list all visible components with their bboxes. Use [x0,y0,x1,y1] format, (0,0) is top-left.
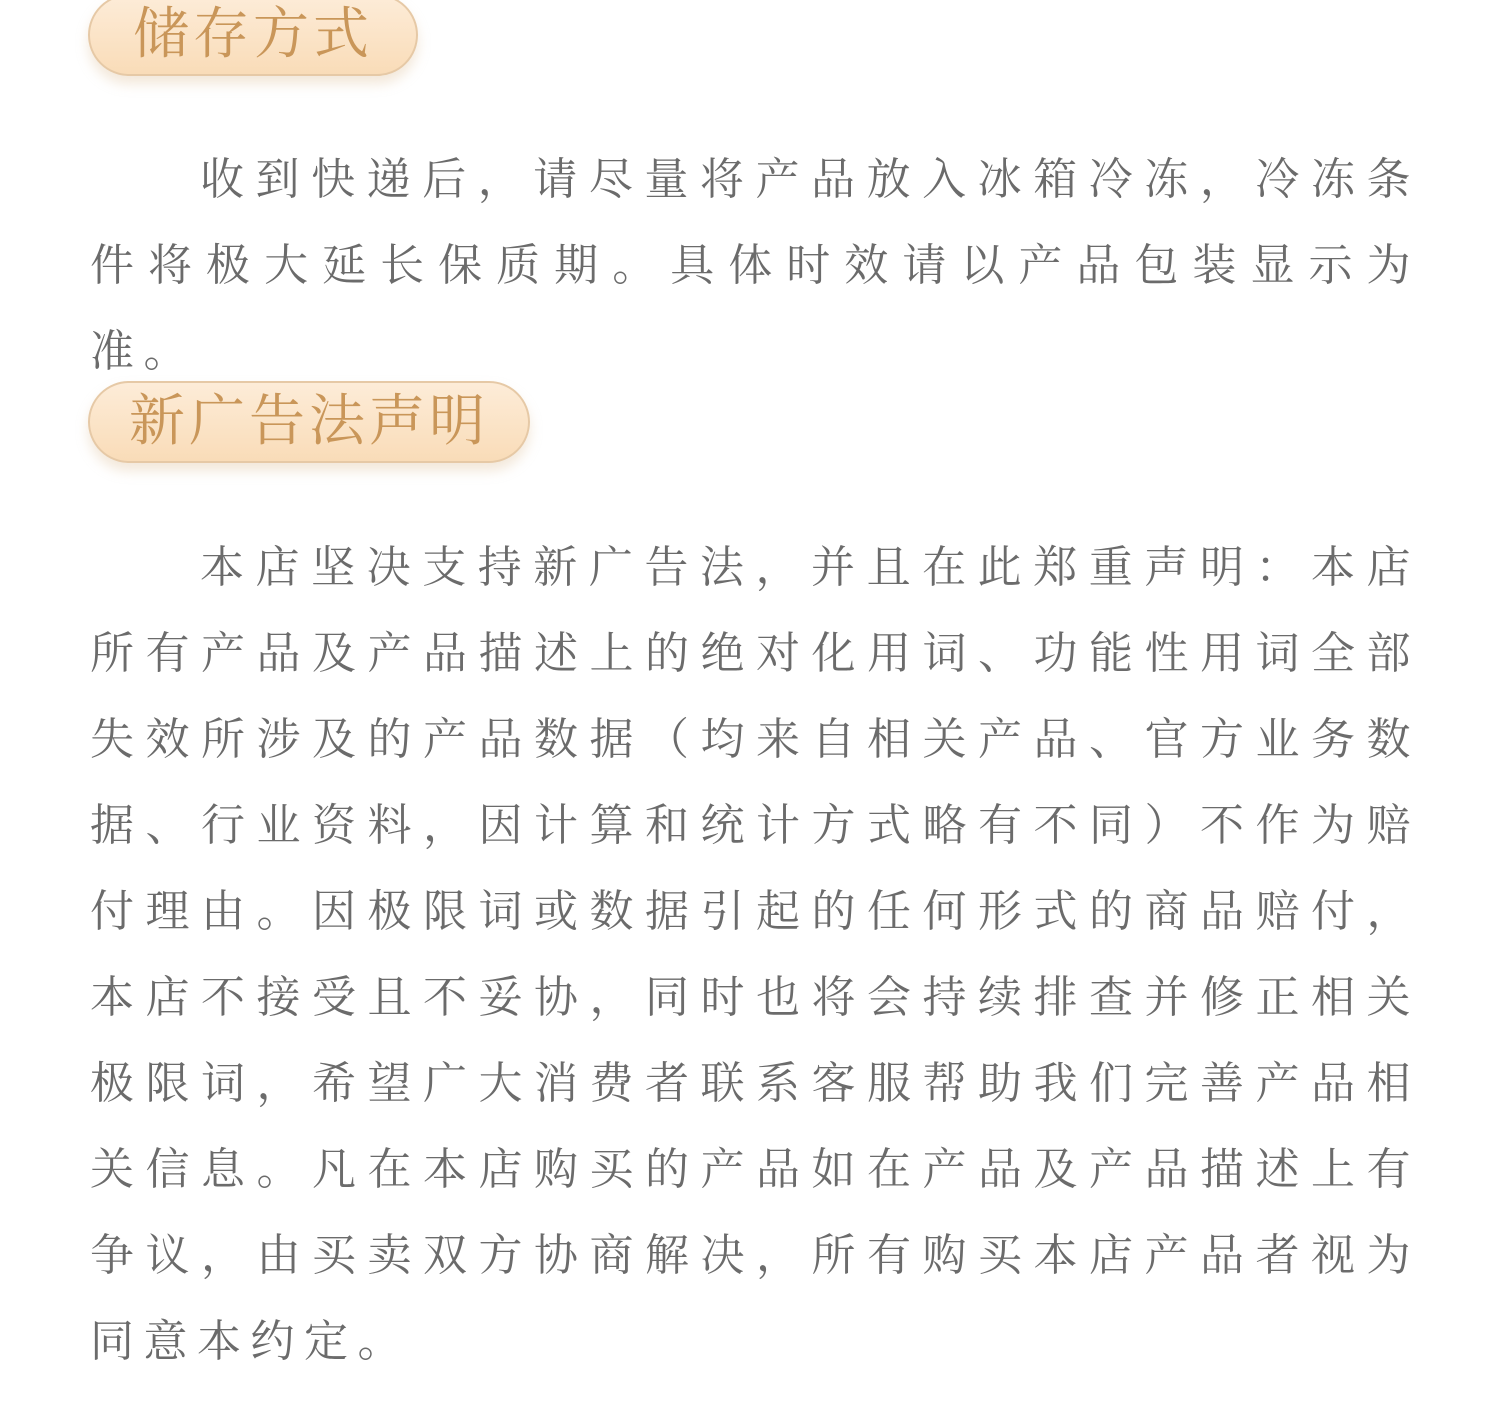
ad-law-statement-heading: 新广告法声明 [88,381,530,463]
storage-method-heading: 储存方式 [88,0,418,76]
storage-method-text: 收到快递后，请尽量将产品放入冰箱冷冻，冷冻条件将极大延长保质期。具体时效请以产品包装显示为准。 [90,154,1420,377]
ad-law-statement-text: 本店坚决支持新广告法，并且在此郑重声明：本店所有产品及产品描述上的绝对化用词、功能性用词全部失效所涉及的产品数据（均来自相关产品、官方业务数据、行业资料，因计算和统计方式略有不同）不作为赔付理由。因极限词或数据引起的任何形式的商品赔付，本店不接受且不妥协，同时也将会持续排查并修正相关极限词，希望广大消费者联系客服帮助我们完善产品相关信息。凡在本店购买的产品如在产品及产品描述上有争议，由买卖双方协商解决，所有购买本店产品者视为同意本约定。 [90,542,1420,1367]
